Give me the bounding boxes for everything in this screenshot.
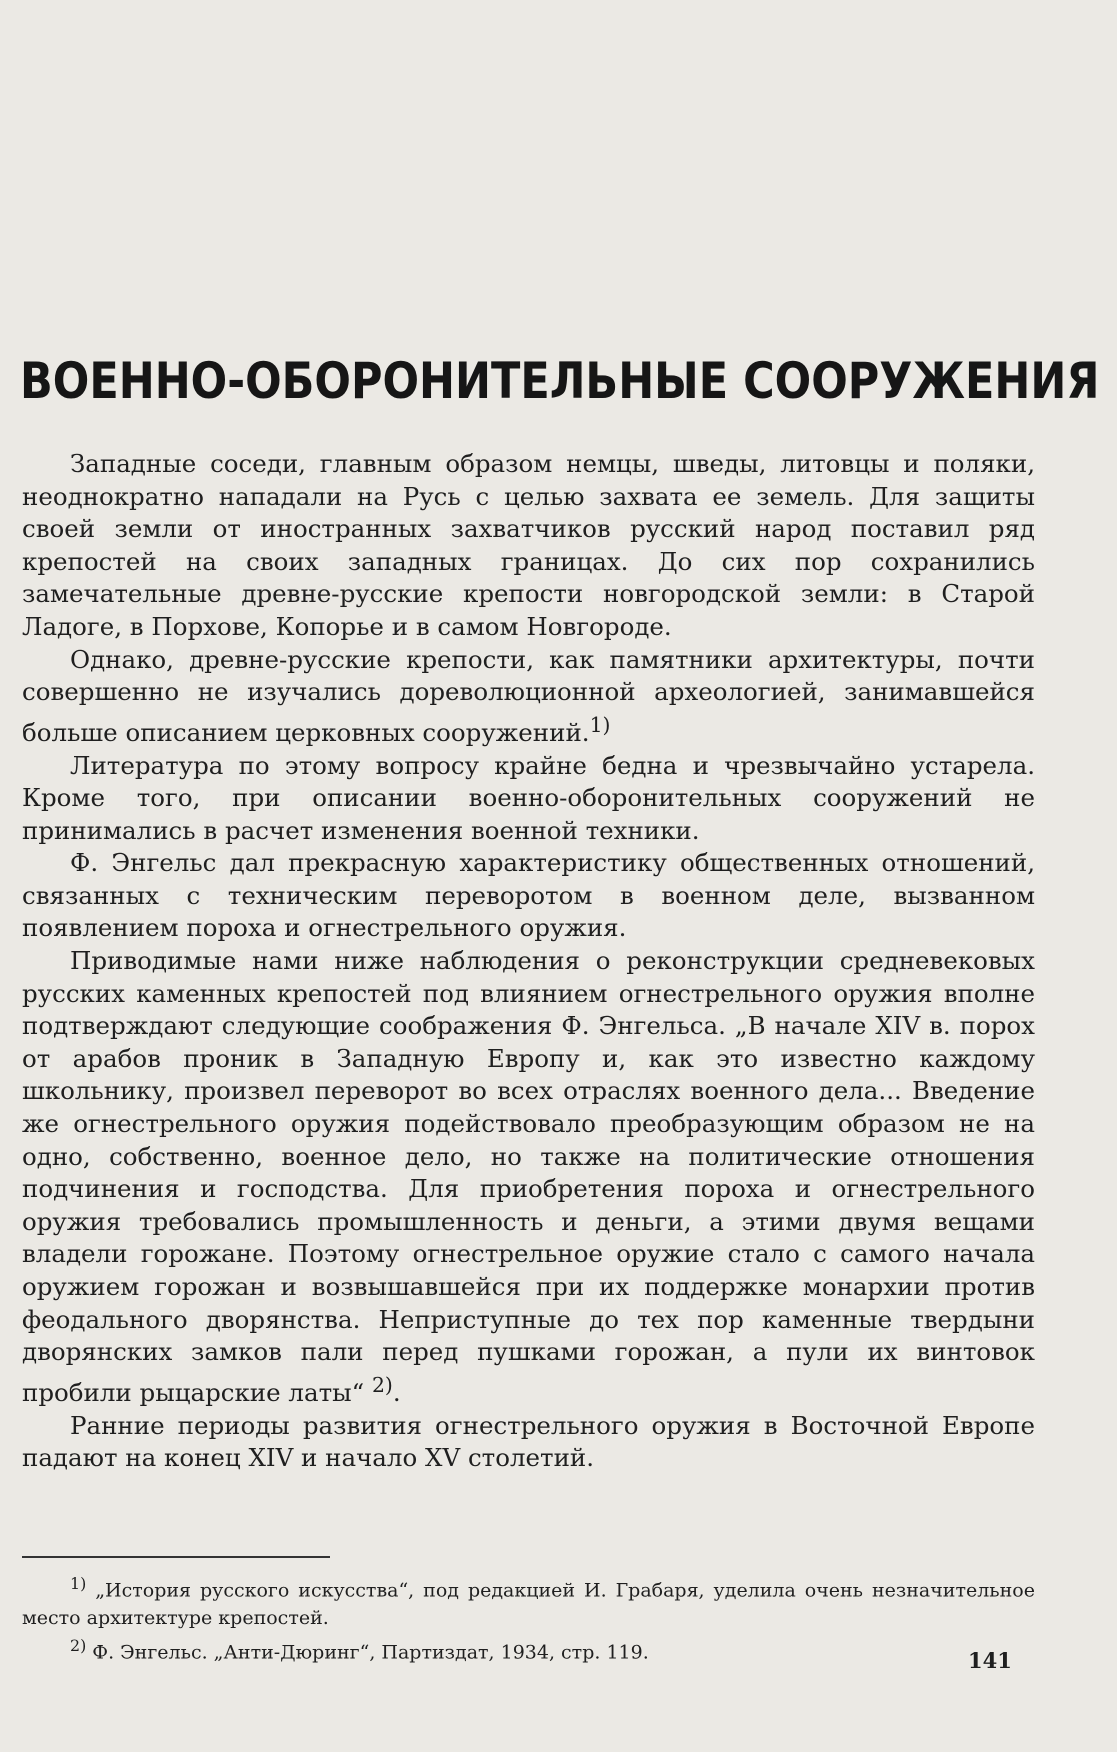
paragraph-3: Литература по этому вопросу крайне бедна и чрезвычайно устарела. Кроме того, при описании военно-оборонительных сооружений не принимались в расчет изменения военной техники.: [22, 750, 1035, 845]
footnote-1: [22, 1570, 1035, 1632]
footnotes: [22, 1570, 1035, 1667]
footnote-1-text: „История русского искусства“, под редакцией И. Грабаря, уделила очень незначительное место архитектуре крепостей.: [22, 1579, 1035, 1630]
paragraph-5-text: Приводимые нами ниже наблюдения о реконструкции средневековых русских каменных крепостей под влиянием огнестрельного оружия вполне подтверждают следующие соображения Ф. Энгельса. „В начале XIV в. порох от арабов проник в Западную Европу и, как это известно каждому школьнику, произвел переворот во всех отраслях военного дела... Введение же огнестрельного оружия подействовало преобразующим образом не на одно, собственно, военное дело, но также на политические отношения подчинения и господства. Для приобретения пороха и огнестрельного оружия требовались промышленность и деньги, а этими двумя вещами владели горожане. Поэтому огнестрельное оружие стало с самого начала оружием горожан и возвышавшейся при их поддержке монархии против феодального дворянства. Неприступные до тех пор каменные твердыни дворянских замков пали перед пушками горожан, а пули их винтовок пробили рыцарские латы“: [22, 946, 1035, 1407]
footnote-2-text: Ф. Энгельс. „Анти-Дюринг“, Партиздат, 1934, стр. 119.: [92, 1641, 649, 1664]
quote-end-punct: .: [392, 1377, 401, 1407]
paragraph-6: Ранние периоды развития огнестрельного оружия в Восточной Европе падают на конец XIV и начало XV столетий.: [22, 1410, 1035, 1473]
footnote-ref-2: 2): [371, 1372, 393, 1397]
paragraph-2-text: Однако, древне-русские крепости, как памятники архитектуры, почти совершенно не изучались дореволюционной археологией, занимавшейся больше описанием церковных сооружений.: [22, 644, 1035, 747]
paragraph-5: [22, 945, 1035, 1409]
footnote-2-mark: 2): [70, 1636, 87, 1656]
paragraph-4: Ф. Энгельс дал прекрасную характеристику общественных отношений, связанных с техническим переворотом в военном деле, вызванном появлением пороха и огнестрельного оружия.: [22, 848, 1035, 943]
footnote-2: [22, 1632, 1035, 1666]
chapter-title: ВОЕННО-ОБОРОНИТЕЛЬНЫЕ СООРУЖЕНИЯ: [20, 352, 1100, 410]
paragraph-2: [22, 644, 1035, 750]
footnote-ref-1: 1): [589, 712, 611, 737]
footnote-1-mark: 1): [70, 1574, 87, 1593]
main-text: [22, 448, 1035, 1475]
paragraph-1: Западные соседи, главным образом немцы, шведы, литовцы и поляки, неоднократно нападали на Русь с целью захвата ее земель. Для защиты своей земли от иностранных захватчиков русский народ поставил ряд крепостей на своих западных границах. До сих пор сохранились замечательные древне-русские крепости новгородской земли: в Старой Ладоге, в Порхове, Копорье и в самом Новгороде.: [22, 449, 1035, 641]
page-number: 141: [968, 1648, 1012, 1673]
footnote-divider: [22, 1556, 330, 1558]
